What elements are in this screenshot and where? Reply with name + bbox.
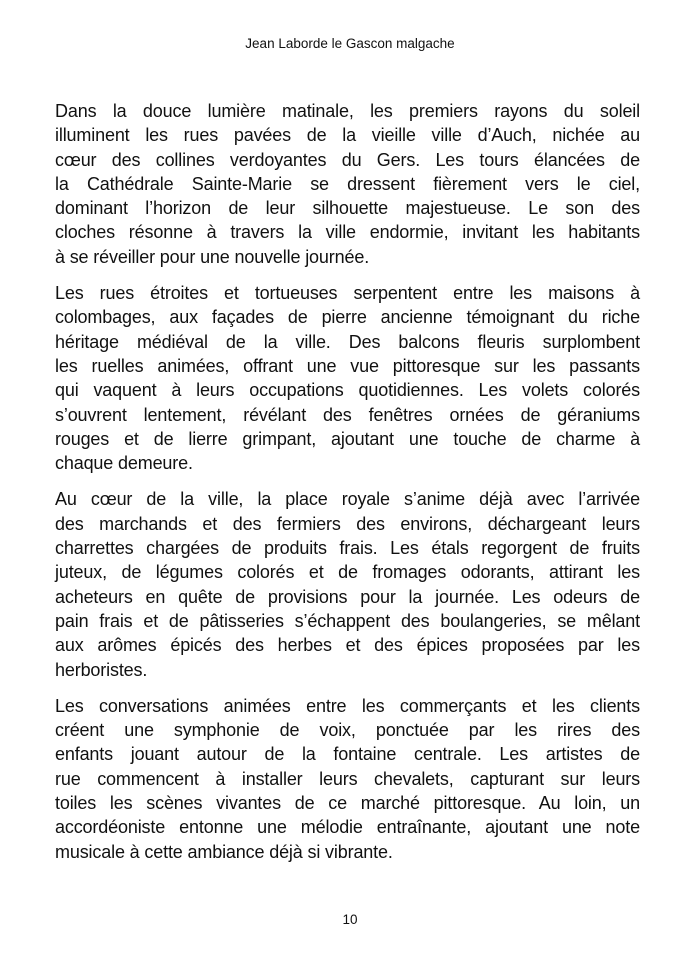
text-line: qui vaquent à leurs occupations quotidiennes. Les volets colorés (55, 380, 640, 401)
text-line: illuminent les rues pavées de la vieille ville d’Auch, nichée au (55, 125, 640, 146)
text-line: la Cathédrale Sainte-Marie se dressent fièrement vers le ciel, (55, 173, 640, 194)
text-line: des marchands et des fermiers des environs, déchargeant leurs (55, 513, 640, 534)
text-line: Les conversations animées entre les commerçants et les clients (55, 695, 640, 716)
text-line: rouges et de lierre grimpant, ajoutant une touche de charme à (55, 428, 640, 449)
text-line: héritage médiéval de la ville. Des balcons fleuris surplombent (55, 331, 640, 352)
text-line: à se réveiller pour une nouvelle journée. (55, 246, 370, 267)
text-line: les ruelles animées, offrant une vue pittoresque sur les passants (55, 355, 640, 376)
paragraph (55, 694, 640, 864)
text-line: créent une symphonie de voix, ponctuée par les rires des (55, 720, 640, 741)
running-title: Jean Laborde le Gascon malgache (245, 36, 455, 51)
text-line: musicale à cette ambiance déjà si vibrante. (55, 841, 393, 862)
text-line: s’ouvrent lentement, révélant des fenêtres ornées de géraniums (55, 404, 640, 425)
text-line: aux arômes épicés des herbes et des épices proposées par les (55, 635, 640, 656)
body-text (55, 99, 640, 876)
text-line: Au cœur de la ville, la place royale s’anime déjà avec l’arrivée (55, 489, 640, 510)
text-line: charrettes chargées de produits frais. Les étals regorgent de fruits (55, 538, 640, 559)
text-line: pain frais et de pâtisseries s’échappent des boulangeries, se mêlant (55, 610, 640, 631)
text-line: chaque demeure. (55, 453, 193, 474)
text-line: cœur des collines verdoyantes du Gers. Les tours élancées de (55, 149, 640, 170)
text-line: Dans la douce lumière matinale, les premiers rayons du soleil (55, 101, 640, 121)
paragraph (55, 99, 640, 269)
text-line: cloches résonne à travers la ville endormie, invitant les habitants (55, 222, 640, 243)
paragraph (55, 487, 640, 681)
page-number: 10 (342, 912, 358, 927)
text-line: juteux, de légumes colorés et de fromages odorants, attirant les (55, 562, 640, 583)
text-line: herboristes. (55, 659, 148, 680)
text-line: toiles les scènes vivantes de ce marché pittoresque. Au loin, un (55, 793, 640, 814)
paragraph (55, 281, 640, 475)
text-line: dominant l’horizon de leur silhouette majestueuse. Le son des (55, 198, 640, 219)
text-line: accordéoniste entonne une mélodie entraînante, ajoutant une note (55, 817, 640, 838)
text-line: acheteurs en quête de provisions pour la journée. Les odeurs de (55, 586, 640, 607)
text-line: colombages, aux façades de pierre ancienne témoignant du riche (55, 307, 640, 328)
text-line: rue commencent à installer leurs chevalets, capturant sur leurs (55, 768, 640, 789)
text-line: Les rues étroites et tortueuses serpentent entre les maisons à (55, 283, 640, 304)
text-line: enfants jouant autour de la fontaine centrale. Les artistes de (55, 744, 640, 765)
